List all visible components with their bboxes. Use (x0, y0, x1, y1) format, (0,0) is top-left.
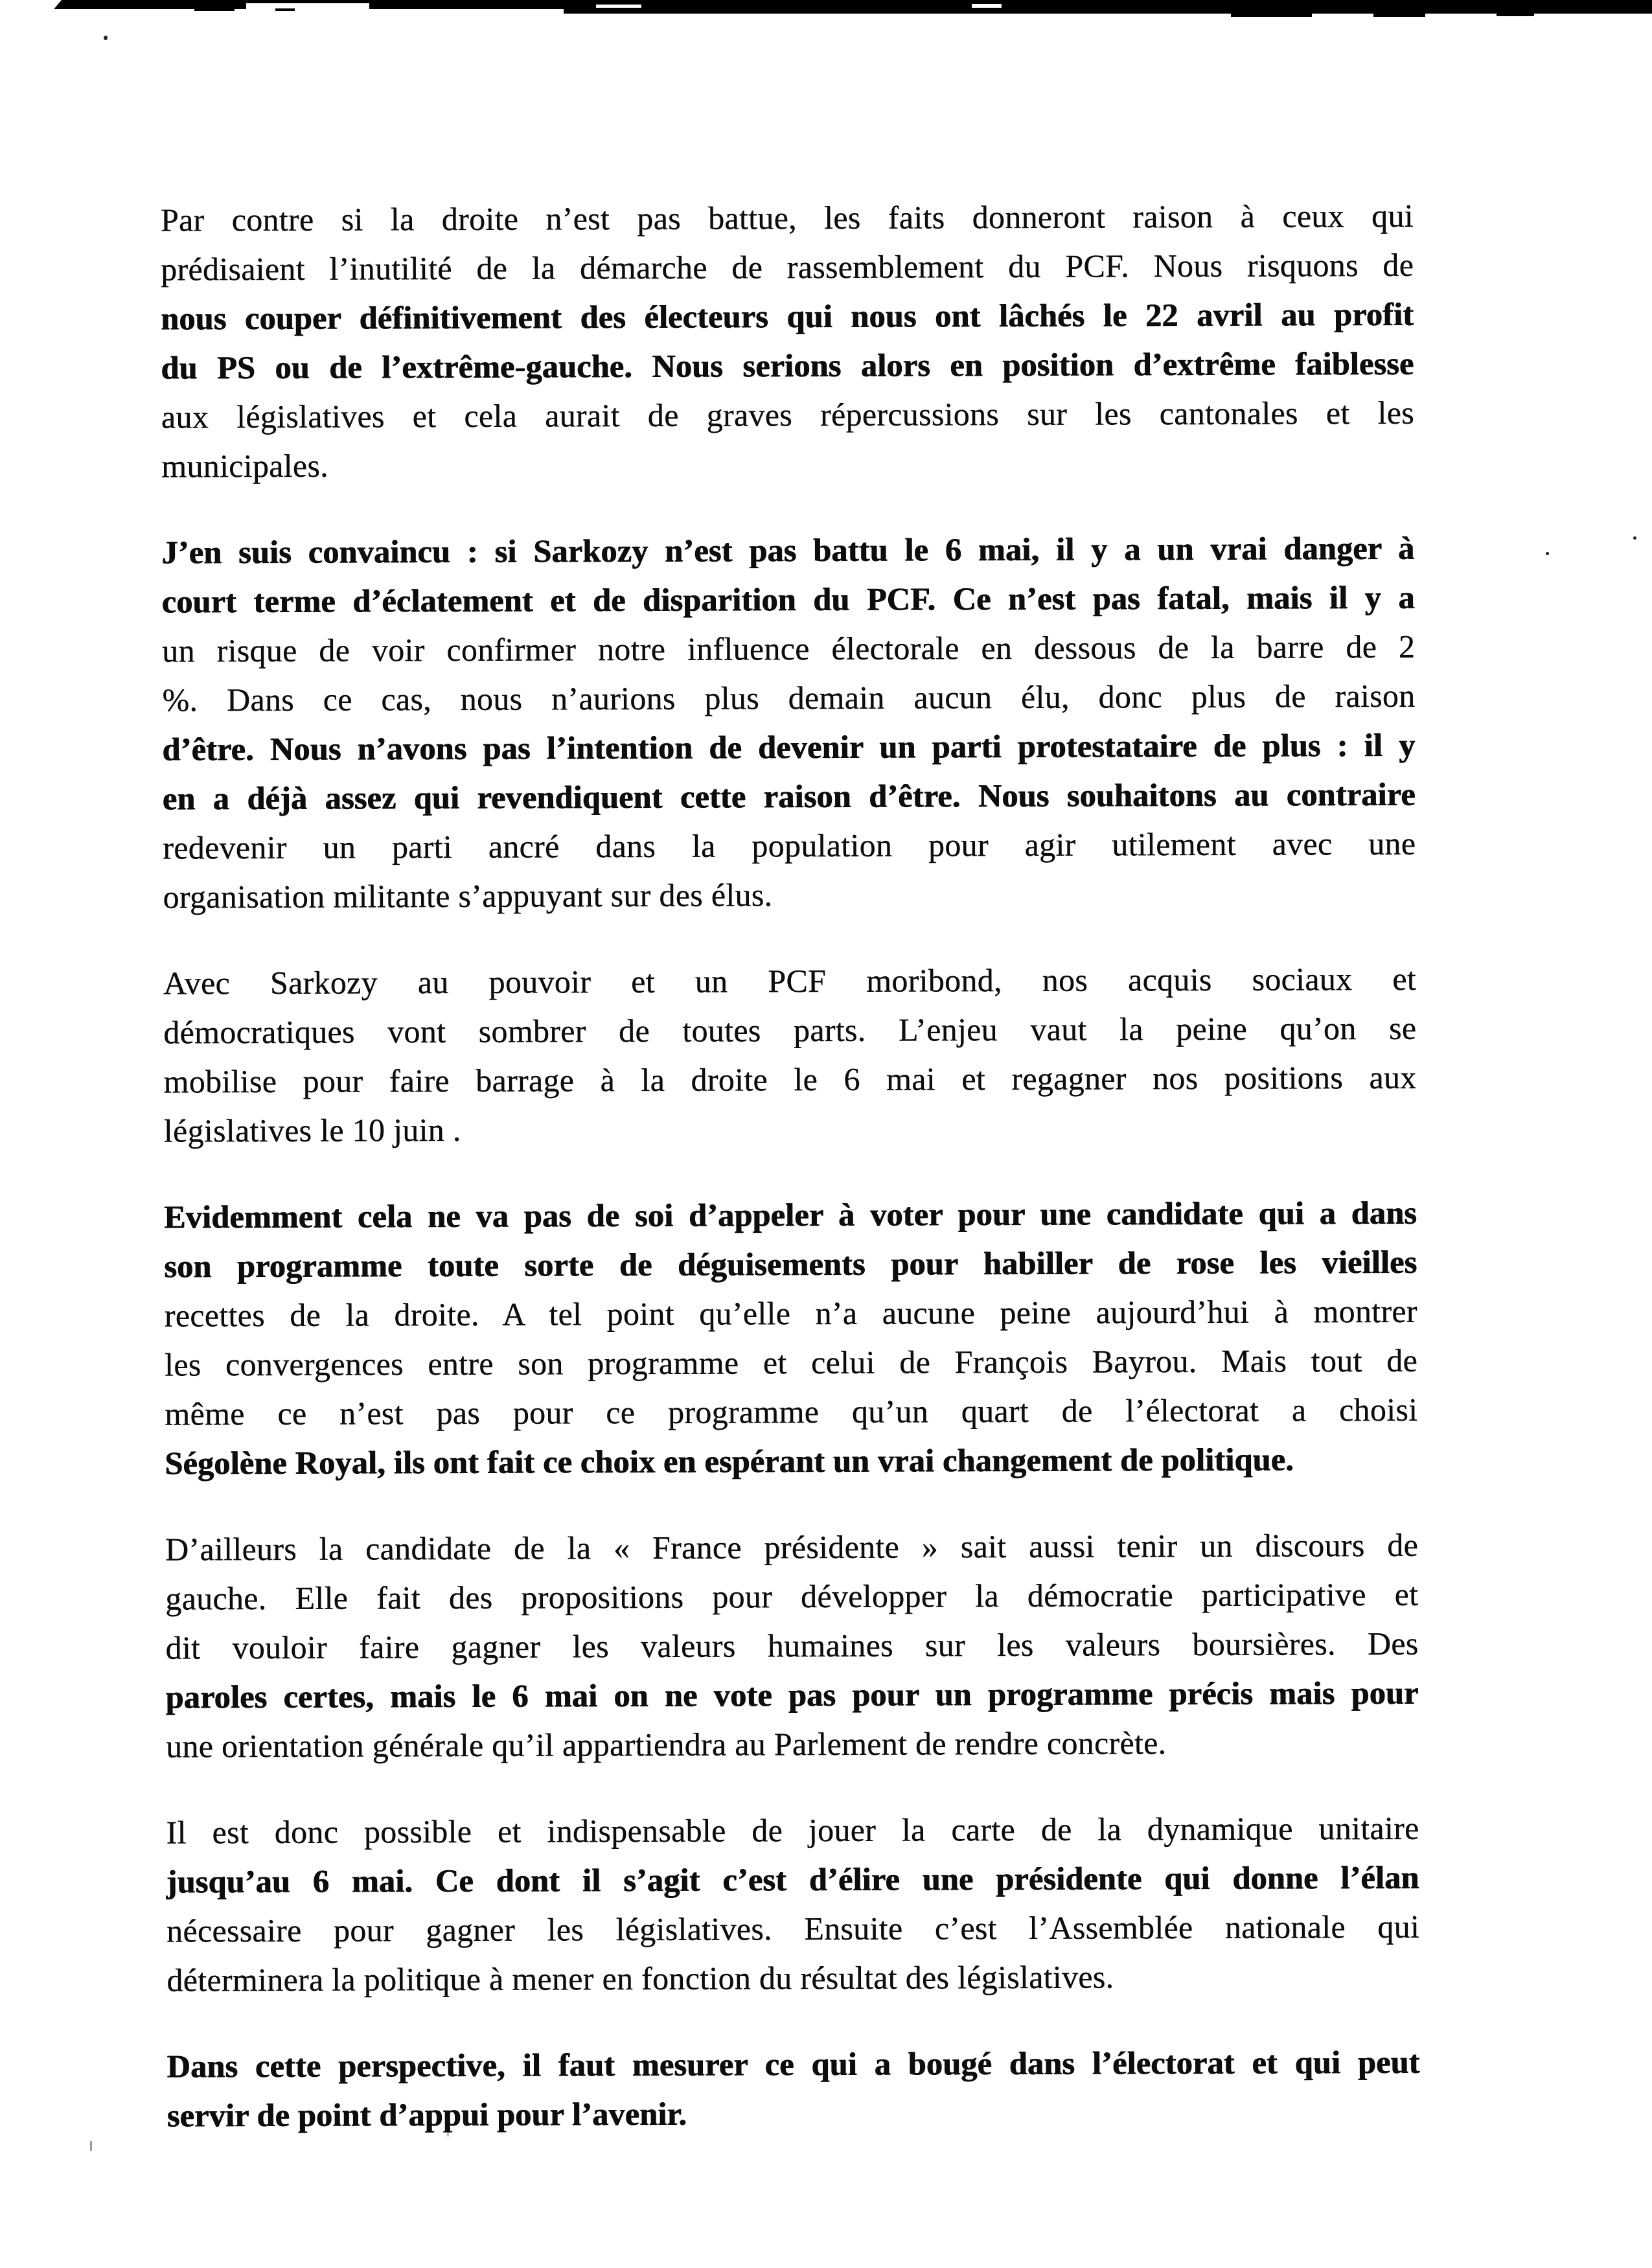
text-line: Evidemment cela ne va pas de soi d’appeler à voter pour une candidate qui a dans (164, 1194, 1417, 1235)
text-line: paroles certes, mais le 6 mai on ne vote pas pour un programme précis mais pour (165, 1674, 1419, 1715)
text-line: en a déjà assez qui revendiquent cette raison d’être. Nous souhaitons au contraire (162, 775, 1416, 817)
text-line: jusqu’au 6 mai. Ce dont il s’agit c’est d’élire une présidente qui donne l’élan (166, 1859, 1419, 1900)
text-line: D’ailleurs la candidate de la « France présidente » sait aussi tenir un discours de (165, 1526, 1419, 1568)
text-line: redevenir un parti ancré dans la population pour agir utilement avec une (163, 825, 1416, 866)
scan-band-dash (1231, 14, 1312, 17)
text-line: démocratiques vont sombrer de toutes parts. L’enjeu vaut la peine qu’on se (163, 1009, 1417, 1051)
scan-band-notch (246, 3, 369, 9)
scan-speck (1633, 536, 1636, 540)
text-line: prédisaient l’inutilité de la démarche de rassemblement du PCF. Nous risquons de (160, 246, 1414, 288)
paragraph-2 (161, 523, 1416, 922)
text-line: mobilise pour faire barrage à la droite le 6 mai et regagner nos positions aux (163, 1059, 1417, 1100)
scan-band-dash (275, 8, 295, 11)
scan-band-dash (194, 8, 235, 11)
text-line: législatives le 10 juin . (163, 1111, 461, 1149)
text-line: dit vouloir faire gagner les valeurs humaines sur les valeurs boursières. Des (165, 1625, 1419, 1666)
scan-speck (90, 2141, 92, 2151)
text-line: recettes de la droite. A tel point qu’elle n’a aucune peine aujourd’hui à montrer (164, 1292, 1417, 1334)
text-line: une orientation générale qu’il appartiendra au Parlement de rendre concrète. (165, 1724, 1167, 1765)
text-line: gauche. Elle fait des propositions pour développer la démocratie participative et (165, 1575, 1419, 1617)
scan-speck (1546, 552, 1549, 555)
text-line: son programme toute sorte de déguisements pour habiller de rose les vieilles (164, 1243, 1417, 1285)
text-line: Avec Sarkozy au pouvoir et un PCF moribond, nos acquis sociaux et (163, 960, 1416, 1002)
paragraph-6 (166, 1804, 1419, 2005)
text-line: même ce n’est pas pour ce programme qu’un quart de l’électorat a choisi (165, 1391, 1418, 1432)
scan-edge-band-right (564, 8, 1652, 14)
text-line: aux législatives et cela aurait de graves répercussions sur les cantonales et les (161, 394, 1414, 435)
text-line: Il est donc possible et indispensable de jouer la carte de la dynamique unitaire (166, 1809, 1419, 1851)
text-line: organisation militante s’appuyant sur des élus. (163, 876, 773, 915)
scan-band-dash (1373, 14, 1425, 17)
text-line: court terme d’éclatement et de disparition du PCF. Ce n’est pas fatal, mais il y a (161, 578, 1415, 620)
text-line: déterminera la politique à mener en fonction du résultat des législatives. (166, 1958, 1114, 1999)
scan-band-dash (1497, 13, 1534, 16)
text-line: servir de point d’appui pour l’avenir. (166, 2095, 687, 2134)
text-line: Ségolène Royal, ils ont fait ce choix en espérant un vrai changement de politique. (165, 1441, 1294, 1482)
text-line: les convergences entre son programme et celui de François Bayrou. Mais tout de (164, 1342, 1418, 1383)
paragraph-3 (163, 954, 1417, 1156)
scan-speck (104, 36, 108, 40)
text-line: du PS ou de l’extrême-gauche. Nous serions alors en position d’extrême faiblesse (161, 345, 1414, 386)
text-line: d’être. Nous n’avons pas l’intention de devenir un parti protestataire de plus : il y (162, 726, 1416, 768)
text-line: municipales. (161, 447, 328, 485)
text-line: nécessaire pour gagner les législatives. Ensuite c’est l’Assemblée nationale qui (166, 1908, 1420, 1949)
text-line: Par contre si la droite n’est pas battue, les faits donneront raison à ceux qui (160, 197, 1414, 238)
text-line: %. Dans ce cas, nous n’aurions plus demain aucun élu, donc plus de raison (162, 677, 1416, 718)
paragraph-4 (164, 1188, 1418, 1488)
paragraph-5 (165, 1520, 1419, 1771)
text-line: nous couper définitivement des électeurs qui nous ont lâchés le 22 avril au profit (161, 295, 1414, 337)
scan-band-notch (0, 0, 62, 9)
document-text (161, 191, 1421, 2177)
text-line: J’en suis convaincu : si Sarkozy n’est pas battu le 6 mai, il y a un vrai danger à (161, 529, 1415, 571)
paragraph-7 (167, 2037, 1421, 2140)
text-line: un risque de voir confirmer notre influence électorale en dessous de la barre de 2 (162, 628, 1416, 669)
text-line: Dans cette perspective, il faut mesurer ce qui a bougé dans l’électorat et qui peut (166, 2043, 1420, 2085)
paragraph-1 (161, 191, 1415, 491)
